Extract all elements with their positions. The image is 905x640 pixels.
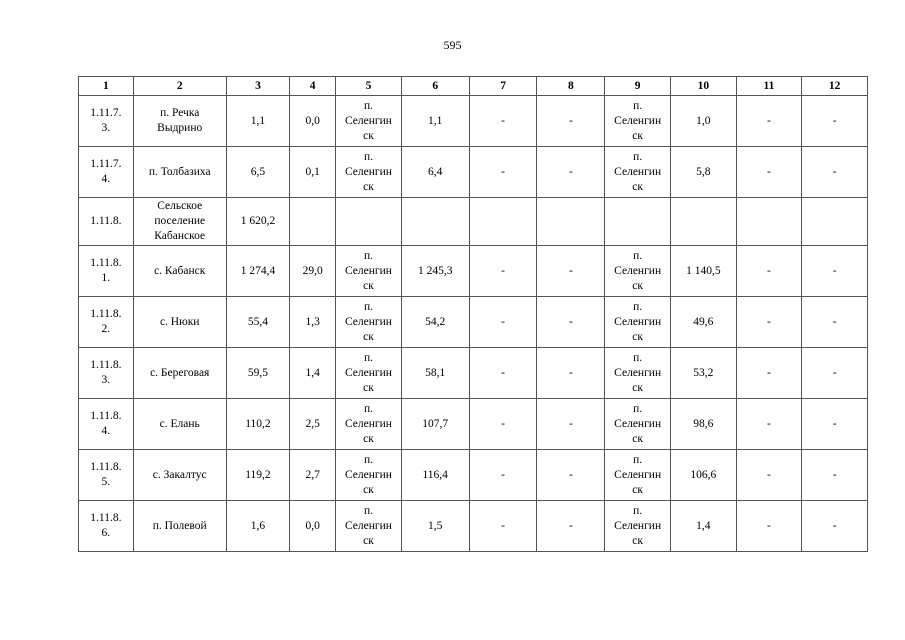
table-cell: - [802,96,868,147]
table-cell: 1.11.7. 3. [79,96,134,147]
table-cell: п. Селенгин ск [336,348,402,399]
table-cell: 98,6 [670,399,736,450]
table-cell: 1 274,4 [226,246,289,297]
table-cell: п. Селенгин ск [605,147,671,198]
table-cell: 1.11.8. 5. [79,450,134,501]
table-cell: - [736,501,802,552]
table-cell: 1.11.8. 1. [79,246,134,297]
table-cell [736,198,802,246]
table-cell: 54,2 [401,297,469,348]
table-cell: с. Кабанск [133,246,226,297]
table-cell: 0,0 [290,96,336,147]
table-cell: п. Селенгин ск [336,96,402,147]
column-header: 1 [79,77,134,96]
table-cell: 55,4 [226,297,289,348]
table-cell [401,198,469,246]
table-row [79,147,868,198]
table-cell [336,198,402,246]
table-cell: - [537,399,605,450]
table-cell: 1,0 [670,96,736,147]
column-header: 10 [670,77,736,96]
table-cell [802,198,868,246]
table-cell: 53,2 [670,348,736,399]
table-cell: Сельское поселение Кабанское [133,198,226,246]
table-cell: - [469,147,537,198]
table-cell: - [537,96,605,147]
table-cell: 2,5 [290,399,336,450]
table-cell: - [537,501,605,552]
table-cell: 1,5 [401,501,469,552]
table-cell: - [736,246,802,297]
column-header: 9 [605,77,671,96]
table-cell: с. Береговая [133,348,226,399]
table-cell: 49,6 [670,297,736,348]
table-cell: - [736,450,802,501]
table-cell: 1,4 [290,348,336,399]
table-cell: - [736,399,802,450]
column-header: 7 [469,77,537,96]
table-cell: 1.11.7. 4. [79,147,134,198]
table-cell: - [537,297,605,348]
table-cell: - [736,96,802,147]
table-cell: п. Селенгин ск [336,399,402,450]
table-row [79,501,868,552]
table-cell: - [802,399,868,450]
table-cell: - [802,297,868,348]
table-cell: 1,4 [670,501,736,552]
table-row [79,348,868,399]
table-cell: п. Селенгин ск [605,96,671,147]
table-cell: 6,4 [401,147,469,198]
table-cell: п. Селенгин ск [605,501,671,552]
table-cell: - [469,96,537,147]
table-cell: - [469,450,537,501]
table-cell: п. Селенгин ск [336,246,402,297]
table-row [79,399,868,450]
table-cell: - [469,348,537,399]
table-cell: 1,6 [226,501,289,552]
table-row [79,246,868,297]
table-cell: - [736,297,802,348]
column-header: 11 [736,77,802,96]
table-cell: 1 620,2 [226,198,289,246]
table-cell: - [802,501,868,552]
header-row [79,77,868,96]
table-cell [670,198,736,246]
table-cell: - [736,348,802,399]
table-cell: 1 245,3 [401,246,469,297]
table-cell: 0,1 [290,147,336,198]
table-cell: 1.11.8. 4. [79,399,134,450]
table-cell: п. Селенгин ск [336,501,402,552]
page-number: 595 [443,38,462,52]
table-cell: 116,4 [401,450,469,501]
table-cell: 0,0 [290,501,336,552]
table-cell: - [469,501,537,552]
table-cell: - [469,297,537,348]
table-cell: п. Речка Выдрино [133,96,226,147]
table-cell: - [537,147,605,198]
table-cell: - [537,246,605,297]
column-header: 8 [537,77,605,96]
table-cell: 106,6 [670,450,736,501]
table-cell: 119,2 [226,450,289,501]
table-cell: 2,7 [290,450,336,501]
table-cell: п. Селенгин ск [336,450,402,501]
table-cell: п. Селенгин ск [605,246,671,297]
column-header: 4 [290,77,336,96]
table-cell: 58,1 [401,348,469,399]
table-row [79,297,868,348]
table-row [79,96,868,147]
table-cell: - [802,450,868,501]
table-cell: 1 140,5 [670,246,736,297]
table-cell [290,198,336,246]
table-cell: 1.11.8. 6. [79,501,134,552]
table-cell: - [537,348,605,399]
table-cell: п. Селенгин ск [605,297,671,348]
table-cell: 29,0 [290,246,336,297]
data-table [78,76,868,552]
table-cell: 107,7 [401,399,469,450]
table-cell: с. Елань [133,399,226,450]
table-cell: п. Селенгин ск [605,399,671,450]
table-cell: 1,1 [226,96,289,147]
table-cell: 1.11.8. 3. [79,348,134,399]
table-cell: 110,2 [226,399,289,450]
table-cell: - [537,450,605,501]
table-cell: - [802,246,868,297]
table-cell: 1.11.8. 2. [79,297,134,348]
table-row [79,198,868,246]
table-cell: п. Селенгин ск [336,297,402,348]
table-cell: 6,5 [226,147,289,198]
table-cell [605,198,671,246]
table-cell: п. Селенгин ск [605,450,671,501]
column-header: 2 [133,77,226,96]
column-header: 5 [336,77,402,96]
table-cell [469,198,537,246]
table-cell: с. Нюки [133,297,226,348]
table-cell: п. Толбазиха [133,147,226,198]
table-cell: - [469,399,537,450]
table-cell: 59,5 [226,348,289,399]
table-cell: - [736,147,802,198]
table-cell: 1,1 [401,96,469,147]
table-cell: п. Селенгин ск [336,147,402,198]
column-header: 6 [401,77,469,96]
table-cell: 1.11.8. [79,198,134,246]
column-header: 12 [802,77,868,96]
table-body [79,96,868,552]
table-cell: 1,3 [290,297,336,348]
table-cell: - [469,246,537,297]
table-cell: п. Полевой [133,501,226,552]
table-cell: - [802,147,868,198]
table-cell: - [802,348,868,399]
table-cell: п. Селенгин ск [605,348,671,399]
table-row [79,450,868,501]
column-header: 3 [226,77,289,96]
table-cell: с. Закалтус [133,450,226,501]
table-cell: 5,8 [670,147,736,198]
table-cell [537,198,605,246]
